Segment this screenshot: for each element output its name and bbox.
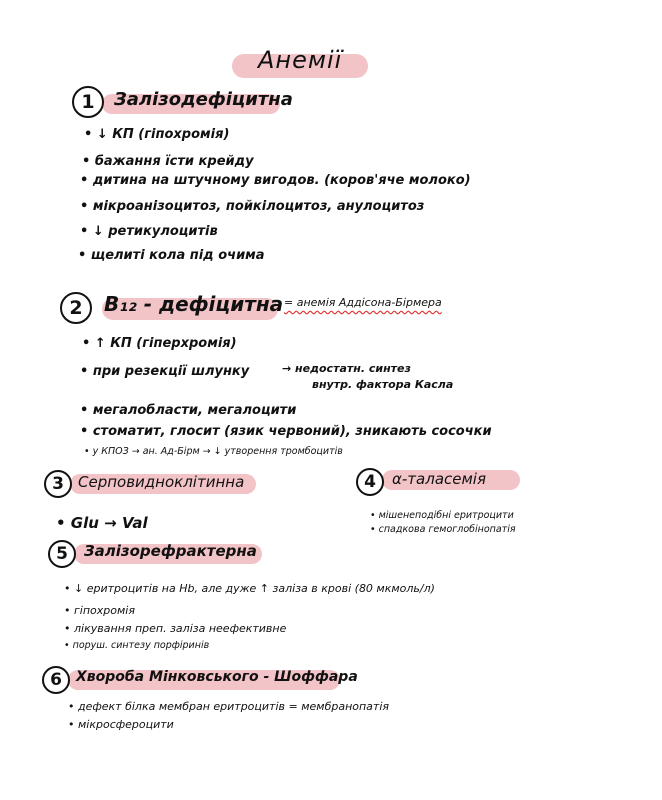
section-2-item: • мегалобласти, мегалоцити (80, 403, 297, 418)
section-1-item: • ↓ ретикулоцитів (80, 224, 218, 239)
section-2-item: • у КПОЗ → ан. Ад-Бірм → ↓ утворення тромбоцитів (84, 446, 343, 457)
section-1-heading: Залізодефіцитна (114, 89, 293, 110)
section-6-number: 6 (42, 666, 70, 694)
section-3-heading: Серповидноклітинна (78, 473, 245, 491)
section-1-item: • ↓ КП (гіпохромія) (84, 127, 230, 142)
page-title: Анемії (258, 46, 343, 74)
section-5-item: • ↓ еритроцитів на Hb, але дуже ↑ заліза в крові (80 мкмоль/л) (64, 582, 435, 595)
section-4-number: 4 (356, 468, 384, 496)
section-2-arrow-text-1: → недостатн. синтез (282, 362, 411, 375)
section-4-item: • мішенеподібні еритроцити (370, 510, 514, 521)
section-1-item: • бажання їсти крейду (82, 154, 254, 169)
section-1-number: 1 (72, 86, 104, 118)
section-6-heading: Хвороба Мінковського - Шоффара (76, 669, 358, 685)
section-2-item: • ↑ КП (гіперхромія) (82, 336, 237, 351)
section-5-heading: Залізорефрактерна (84, 542, 257, 560)
section-4-heading: α-таласемія (392, 470, 486, 488)
section-1-item: • щелиті кола під очима (78, 248, 265, 263)
section-5-item: • поруш. синтезу порфіринів (64, 640, 210, 651)
section-3-item: • Glu → Val (56, 514, 148, 532)
section-1-item: • дитина на штучному вигодов. (коров'яче молоко) (80, 173, 471, 188)
section-5-item: • гіпохромія (64, 604, 135, 617)
section-1-item: • мікроанізоцитоз, пойкілоцитоз, анулоцитоз (80, 199, 425, 214)
section-6-item: • мікросфероцити (68, 718, 174, 731)
section-3-number: 3 (44, 470, 72, 498)
section-5-item: • лікування преп. заліза неефективне (64, 622, 287, 635)
section-2-item: • стоматит, глосит (язик червоний), зникають сосочки (80, 424, 492, 439)
section-6-item: • дефект білка мембран еритроцитів = мембранопатія (68, 700, 390, 713)
section-2-heading: В₁₂ - дефіцитна (104, 292, 284, 316)
section-2-number: 2 (60, 292, 92, 324)
section-2-arrow-text-2: внутр. фактора Касла (312, 378, 454, 391)
section-2-item: • при резекції шлунку (80, 364, 250, 379)
section-2-aside: = анемія Аддісона-Бірмера (284, 296, 442, 309)
section-4-item: • спадкова гемоглобінопатія (370, 524, 516, 535)
section-5-number: 5 (48, 540, 76, 568)
